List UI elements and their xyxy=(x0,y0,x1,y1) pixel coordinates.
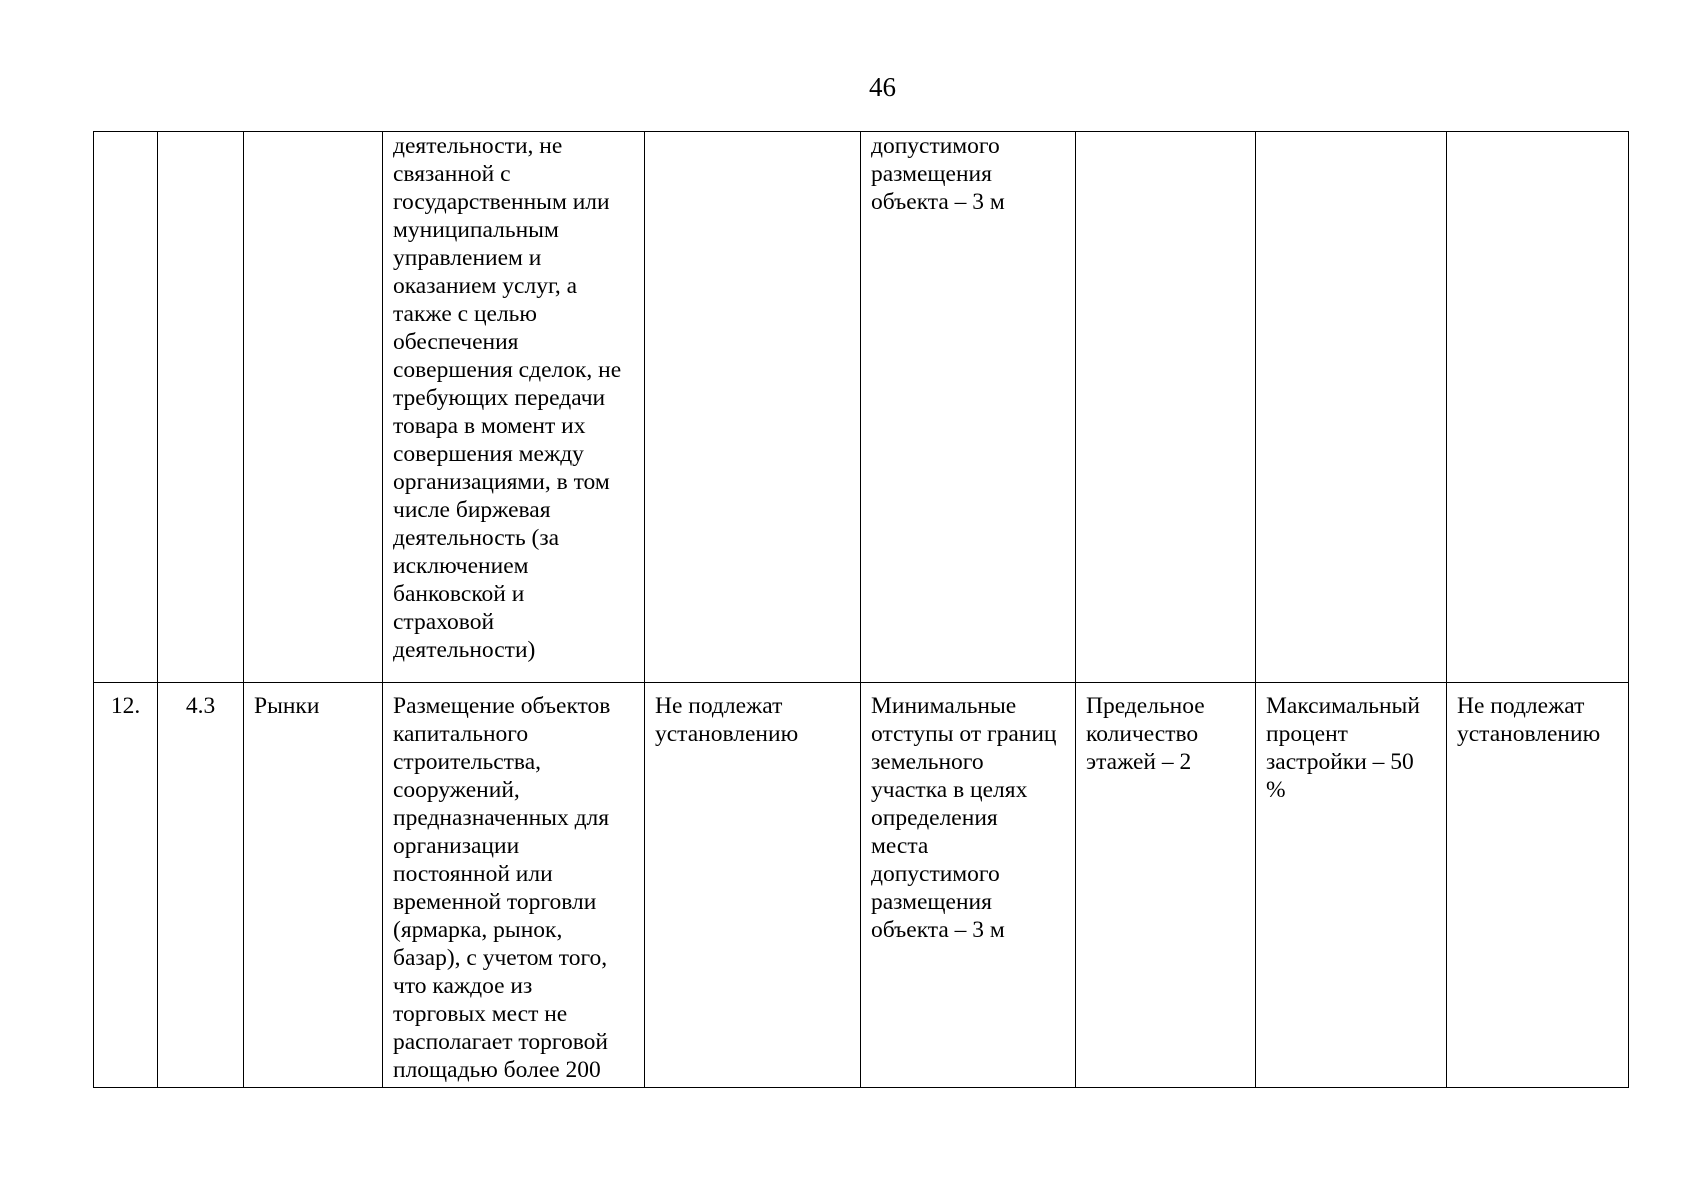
table-row-12 xyxy=(94,683,1629,1088)
plot-size-text: Не подлежат установлению xyxy=(655,693,799,747)
cell-description xyxy=(383,132,645,683)
cell-number xyxy=(94,132,158,683)
setbacks-text: Минимальные отступы от границ земельного участка в целях определения места допустимого размещения объекта – 3 м xyxy=(871,693,1057,943)
floors-text: Предельное количество этажей – 2 xyxy=(1086,693,1205,775)
other-text: Не подлежат установлению xyxy=(1457,693,1601,747)
cell-code xyxy=(158,132,244,683)
cell-plot-size xyxy=(645,132,861,683)
row-number: 12. xyxy=(110,693,141,719)
cell-build-percent xyxy=(1256,132,1447,683)
cell-description xyxy=(383,683,645,1088)
cell-build-percent xyxy=(1256,683,1447,1088)
cell-number xyxy=(94,683,158,1088)
row-code: 4.3 xyxy=(185,693,216,719)
cell-floors xyxy=(1076,132,1256,683)
cell-plot-size xyxy=(645,683,861,1088)
cell-other xyxy=(1447,132,1629,683)
page-number: 46 xyxy=(869,72,896,102)
cell-floors xyxy=(1076,683,1256,1088)
cell-setbacks xyxy=(861,132,1076,683)
build-percent-text: Максимальный процент застройки – 50 % xyxy=(1266,693,1420,803)
description-text: Размещение объектов капитального строительства, сооружений, предназначенных для организации постоянной или временной торговли (ярмарка, рынок, базар), с учетом того, что каждое из торговых мест не располагает торговой площадью более 200 xyxy=(393,693,611,1083)
cell-setbacks xyxy=(861,683,1076,1088)
cell-name xyxy=(244,683,383,1088)
cell-name xyxy=(244,132,383,683)
setbacks-text: допустимого размещения объекта – 3 м xyxy=(871,133,1005,215)
table-row-continuation xyxy=(94,132,1629,683)
cell-other xyxy=(1447,683,1629,1088)
description-text: деятельности, не связанной с государственным или муниципальным управлением и оказанием услуг, а также с целью обеспечения совершения сделок, не требующих передачи товара в момент их совершения между организациями, в том числе биржевая деятельность (за исключением банковской и страховой деятельности) xyxy=(393,133,622,663)
cell-code xyxy=(158,683,244,1088)
row-name: Рынки xyxy=(254,693,320,719)
regulations-table xyxy=(93,131,1629,1088)
